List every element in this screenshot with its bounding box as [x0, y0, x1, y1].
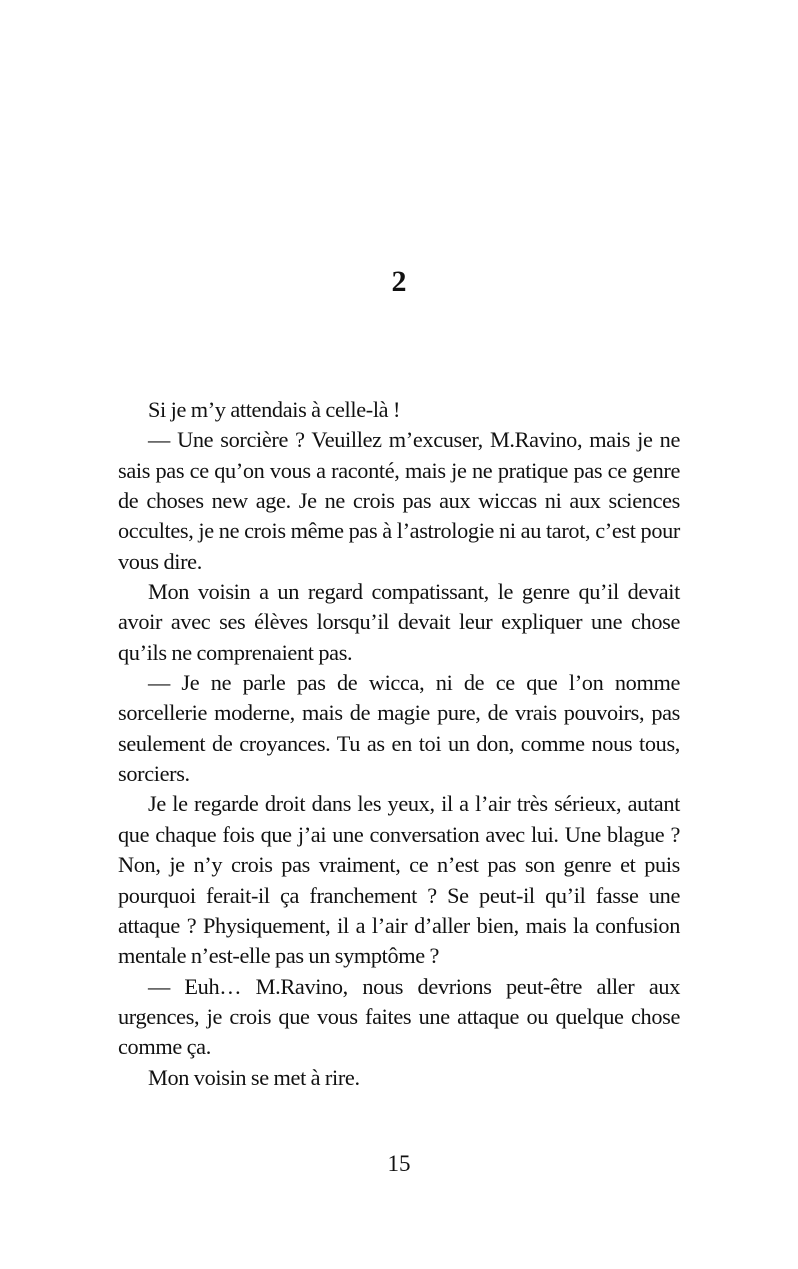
page-number: 15: [387, 1151, 411, 1176]
paragraph: Mon voisin a un regard compatissant, le genre qu’il devait avoir avec ses élèves lorsqu’il devait leur expliquer une chose qu’ils ne comprenaient pas.: [118, 579, 680, 665]
paragraph: — Euh… M.Ravino, nous devrions peut-être aller aux urgences, je crois que vous faites une attaque ou quelque chose comme ça.: [118, 973, 680, 1060]
paragraph: — Je ne parle pas de wicca, ni de ce que l’on nomme sorcellerie moderne, mais de magie pure, de vrais pouvoirs, pas seulement de croyances. Tu as en toi un don, comme nous tous, sorciers.: [118, 670, 680, 787]
paragraph: — Une sorcière ? Veuillez m’excuser, M.Ravino, mais je ne sais pas ce qu’on vous a raconté, mais je ne pratique pas ce genre de choses new age. Je ne crois pas aux wiccas ni aux sciences occultes, je ne crois même pas à l’astrologie ni au tarot, c’est pour vous dire.: [118, 427, 680, 574]
paragraph: Si je m’y attendais à celle-là !: [148, 397, 401, 422]
body-text: [118, 395, 680, 1093]
paragraph: Je le regarde droit dans les yeux, il a l’air très sérieux, autant que chaque fois que j’ai une conversation avec lui. Une blague ? Non, je n’y crois pas vraiment, ce n’est pas son genre et puis pourquoi ferait-il ça franchement ? Se peut-il qu’il fasse une attaque ? Physiquement, il a l’air d’aller bien, mais la confusion mentale n’est-elle pas un symptôme ?: [118, 791, 680, 969]
chapter-number: 2: [391, 265, 407, 298]
paragraph: Mon voisin se met à rire.: [148, 1064, 360, 1090]
